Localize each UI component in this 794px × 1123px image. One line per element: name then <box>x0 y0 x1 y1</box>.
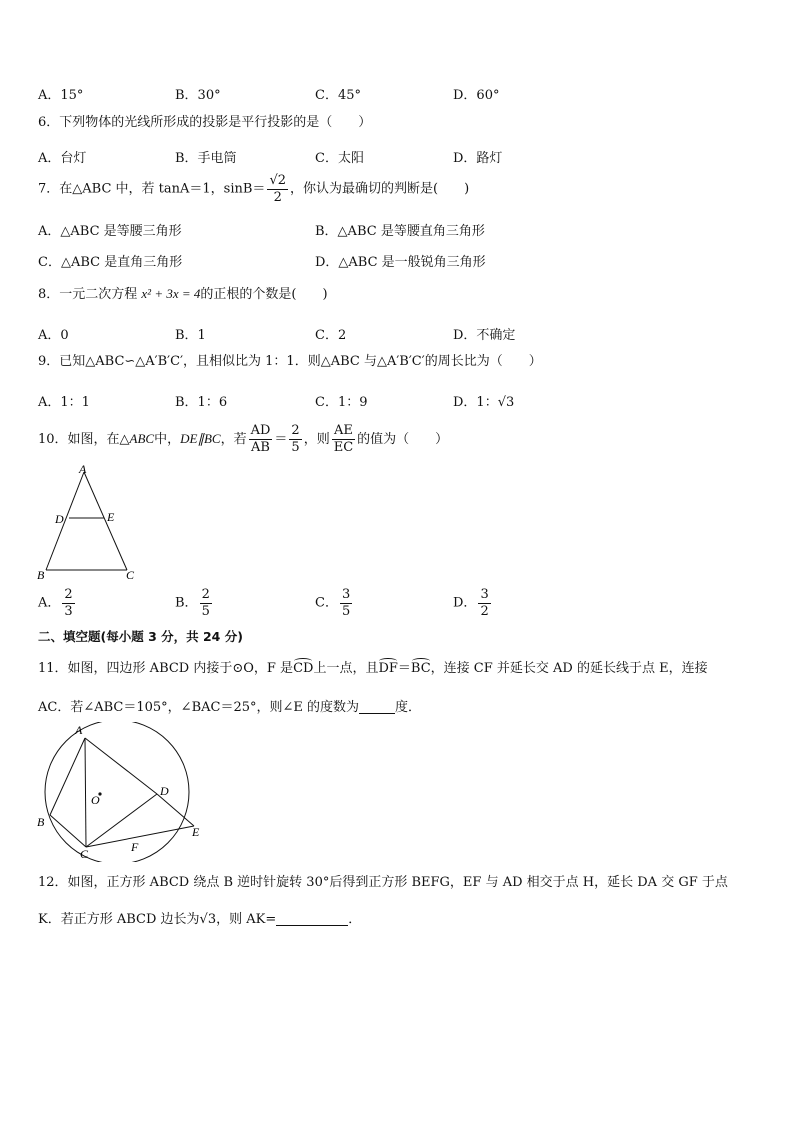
q10-triangle-figure <box>34 462 144 584</box>
q11-segment-ab <box>50 738 85 815</box>
q10-option-c[interactable] <box>315 588 354 618</box>
q10-side-ac <box>84 472 127 570</box>
q10-frac-den: 5 <box>291 440 300 455</box>
q8-equation: x² + 3x = 4 <box>141 286 201 301</box>
q9-option-d-label: D．1： <box>453 395 498 410</box>
q10-stem-part: 的值为（ ） <box>357 432 449 447</box>
q10-options <box>38 588 758 624</box>
q7-fraction <box>267 174 288 204</box>
q11-label-o: O <box>91 793 100 807</box>
q7-option-c[interactable]: C．△ABC 是直角三角形 <box>38 255 183 270</box>
q11-arc-cd: CD <box>293 661 314 676</box>
q11-text-part: AC．若∠ABC＝105°，∠BAC＝25°，则∠E 的度数为 <box>38 700 360 715</box>
q9-option-d[interactable] <box>453 391 514 410</box>
q7-fraction-den: 2 <box>273 189 282 205</box>
q10-parallel: DE∥BC <box>180 431 221 446</box>
q8-option-d[interactable]: D．不确定 <box>453 328 516 343</box>
q10-option-fraction <box>62 588 74 618</box>
q11-segment-bc <box>50 815 86 847</box>
q10-equals: ＝ <box>274 432 288 447</box>
q5-option-d[interactable]: D．60° <box>453 88 500 103</box>
q10-option-b[interactable] <box>175 588 214 618</box>
q10-fraction-ad-ab <box>249 424 273 454</box>
q10-option-num: 3 <box>480 587 489 602</box>
q6-option-c[interactable]: C．太阳 <box>315 151 364 166</box>
q11-label-a: A <box>75 723 83 737</box>
q11-arc-df: DF <box>378 661 398 676</box>
q7-options-row1 <box>38 220 758 238</box>
q12-sqrt: √3 <box>199 912 217 927</box>
q7-options-row2 <box>38 251 758 269</box>
q10-option-a[interactable] <box>38 588 77 618</box>
q6-option-a[interactable]: A．台灯 <box>38 151 87 166</box>
q9-option-c[interactable]: C．1：9 <box>315 395 368 410</box>
q12-text-part: K．若正方形 ABCD 边长为 <box>38 912 200 927</box>
q8-option-a[interactable]: A．0 <box>38 328 69 343</box>
q11-text-part: 11．如图，四边形 ABCD 内接于⊙O，F 是 <box>38 661 294 676</box>
q10-stem <box>38 422 448 457</box>
section-title-fill-in: 二、填空题(每小题 3 分，共 24 分) <box>38 629 243 644</box>
q10-option-letter: B． <box>175 595 198 611</box>
q8-stem <box>38 287 328 301</box>
q8-option-b[interactable]: B．1 <box>175 328 206 343</box>
q7-option-d[interactable]: D．△ABC 是一般锐角三角形 <box>315 255 486 270</box>
q9-stem: 9．已知△ABC∽△A′B′C′，且相似比为 1：1．则△ABC 与△A′B′C′的周长比为（ ） <box>38 354 542 369</box>
q9-option-a[interactable]: A．1：1 <box>38 395 90 410</box>
q10-option-num: 2 <box>201 587 210 602</box>
q12-line2 <box>38 911 361 926</box>
q10-label-c: C <box>126 568 135 582</box>
q11-label-b: B <box>37 815 45 829</box>
q10-frac-num: AE <box>333 423 353 439</box>
q10-stem-part: 中， <box>154 432 181 447</box>
q5-option-c[interactable]: C．45° <box>315 88 361 103</box>
q11-text-part: 度． <box>395 700 422 715</box>
q10-fraction-2-5 <box>289 424 301 454</box>
q10-frac-num: 2 <box>291 423 300 439</box>
q10-option-den: 5 <box>201 603 210 619</box>
q8-stem-part: 的正根的个数是( ) <box>200 287 328 302</box>
q6-option-b[interactable]: B．手电筒 <box>175 151 237 166</box>
q7-option-a[interactable]: A．△ABC 是等腰三角形 <box>38 224 182 239</box>
q7-stem-part: ，你认为最确切的判断是( ) <box>290 181 470 197</box>
q11-answer-blank[interactable] <box>359 699 395 714</box>
q11-label-e: E <box>192 825 200 839</box>
q10-label-e: E <box>107 510 115 524</box>
q11-text-part: 上一点，且 <box>313 661 379 676</box>
q10-option-fraction <box>340 588 352 618</box>
q12-text-part: ，则 AK= <box>216 912 277 927</box>
q10-triangle: ABC <box>129 431 155 446</box>
q10-frac-den: AB <box>251 440 270 455</box>
q5-options <box>38 84 758 102</box>
q10-label-a: A <box>79 462 87 476</box>
q11-arc-bc: BC <box>410 661 431 676</box>
q10-label-d: D <box>55 512 64 526</box>
q6-option-d[interactable]: D．路灯 <box>453 151 503 166</box>
q11-label-d: D <box>160 784 169 798</box>
q9-option-d-sqrt: √3 <box>497 395 515 410</box>
q10-option-num: 2 <box>64 587 73 602</box>
q10-side-ab <box>46 472 84 570</box>
q12-line1: 12．如图，正方形 ABCD 绕点 B 逆时针旋转 30°后得到正方形 BEFG，EF 与 AD 相交于点 H，延长 DA 交 GF 于点 <box>38 875 728 890</box>
q8-option-c[interactable]: C．2 <box>315 328 347 343</box>
q9-option-b[interactable]: B．1：6 <box>175 395 228 410</box>
q11-circle-figure <box>32 722 212 862</box>
q12-answer-blank[interactable] <box>276 911 348 926</box>
q10-fraction-ae-ec <box>332 424 355 454</box>
q11-segment-ad <box>85 738 157 794</box>
q8-options <box>38 324 758 342</box>
q10-stem-part: ，若 <box>220 432 247 447</box>
q7-stem <box>38 174 469 205</box>
q10-option-letter: C． <box>315 595 338 611</box>
q11-label-f: F <box>131 840 139 854</box>
q10-option-num: 3 <box>341 587 351 602</box>
q7-fraction-num: √2 <box>269 173 286 188</box>
q10-stem-part: ，则 <box>303 432 330 447</box>
q12-text-part: ． <box>348 912 362 927</box>
q10-label-b: B <box>37 568 45 582</box>
q11-equals: ＝ <box>397 661 411 676</box>
q11-line2 <box>38 699 421 714</box>
q11-segment-ac <box>85 738 86 847</box>
q10-option-fraction <box>478 588 490 618</box>
q6-options <box>38 147 758 165</box>
q10-option-letter: D． <box>453 595 477 611</box>
q10-frac-den: EC <box>333 440 354 455</box>
q7-stem-part: 7．在△ABC 中，若 tanA＝1，sinB＝ <box>38 181 266 197</box>
q10-stem-part: 10．如图，在△ <box>38 432 130 447</box>
q10-option-d[interactable] <box>453 588 493 618</box>
q10-option-den: 3 <box>64 603 73 619</box>
q11-text-part: ，连接 CF 并延长交 AD 的延长线于点 E，连接 <box>430 661 708 676</box>
q5-option-a[interactable]: A．15° <box>38 88 84 103</box>
q10-option-den: 5 <box>341 603 351 619</box>
q10-option-fraction <box>200 588 212 618</box>
q10-frac-num: AD <box>250 423 271 439</box>
q11-line1 <box>38 662 708 675</box>
q10-option-den: 2 <box>480 603 489 619</box>
q11-segment-ce <box>86 826 194 847</box>
q9-options <box>38 391 758 409</box>
q6-stem: 6．下列物体的光线所形成的投影是平行投影的是（ ） <box>38 115 372 130</box>
q5-option-b[interactable]: B．30° <box>175 88 221 103</box>
q7-option-b[interactable]: B．△ABC 是等腰直角三角形 <box>315 224 485 239</box>
q11-label-c: C <box>80 847 89 861</box>
q8-stem-part: 8．一元二次方程 <box>38 287 142 302</box>
q10-option-letter: A． <box>38 595 61 611</box>
